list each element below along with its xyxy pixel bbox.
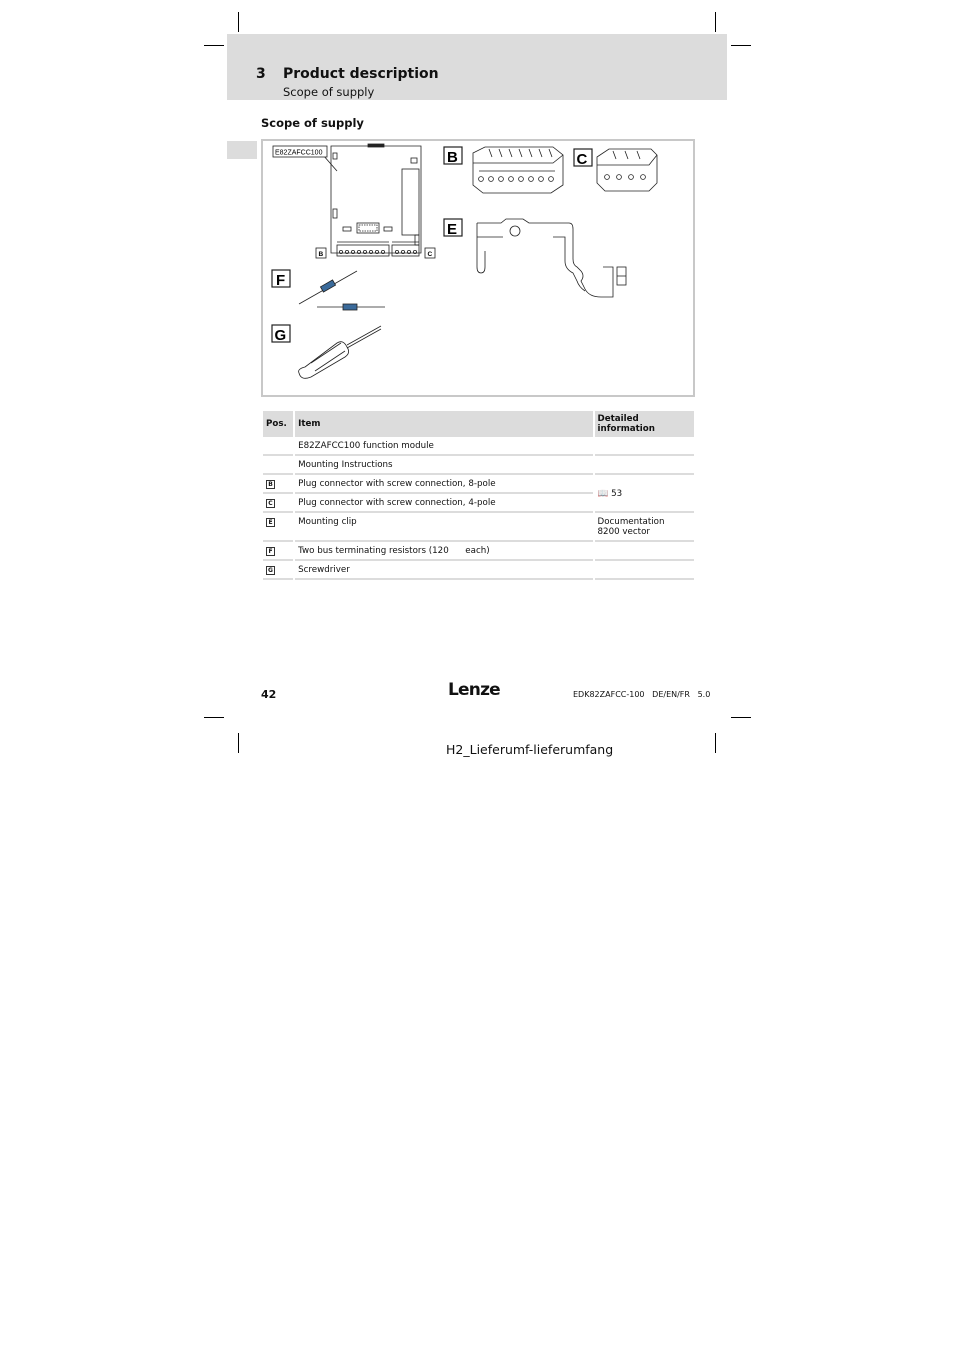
table-row — [263, 515, 694, 542]
document-code: EDK82ZAFCC-100 DE/EN/FR 5.0 — [573, 690, 711, 699]
table-row — [263, 477, 694, 494]
pos-badge: E — [266, 518, 275, 527]
crop-mark — [204, 45, 224, 46]
page-number: 42 — [261, 688, 277, 701]
pos-cell — [263, 458, 293, 475]
file-name: H2_Lieferumf-lieferumfang — [446, 742, 614, 757]
mounting-clip-drawing — [477, 219, 626, 297]
scope-of-supply-figure — [261, 139, 695, 397]
crop-mark — [238, 733, 239, 753]
item-cell: Plug connector with screw connection, 4-pole — [295, 496, 592, 513]
section-heading: Scope of supply — [261, 116, 364, 130]
scope-of-supply-table — [261, 409, 696, 582]
screwdriver-drawing — [299, 326, 381, 378]
info-cell — [595, 439, 694, 456]
table-header-row — [263, 411, 694, 437]
chapter-subtitle: Scope of supply — [283, 85, 375, 99]
info-line: Documentation — [597, 517, 665, 527]
crop-mark — [238, 12, 239, 32]
header-pos: Pos. — [263, 411, 293, 437]
lenze-logo: Lenze — [448, 680, 500, 700]
pos-badge: G — [266, 566, 275, 575]
pos-badge: B — [266, 480, 275, 489]
pos-badge: F — [266, 547, 275, 556]
table-row — [263, 439, 694, 456]
pos-cell — [263, 563, 293, 580]
callout-f: F — [276, 272, 286, 289]
pos-cell — [263, 477, 293, 494]
info-line: 8200 vector — [597, 527, 650, 537]
module-label: E82ZAFCC100 — [275, 149, 323, 157]
callout-b: B — [447, 149, 458, 166]
pos-badge: C — [266, 499, 275, 508]
item-cell: Plug connector with screw connection, 8-pole — [295, 477, 592, 494]
function-module-drawing — [323, 144, 421, 256]
chapter-title: Product description — [283, 66, 439, 82]
callout-g: G — [274, 327, 287, 344]
item-cell: Mounting Instructions — [295, 458, 592, 475]
side-tab-marker — [227, 141, 257, 159]
connector-8-pole-drawing — [473, 147, 563, 193]
item-cell: Two bus terminating resistors (120 each) — [295, 544, 592, 561]
crop-mark — [731, 717, 751, 718]
info-cell — [595, 515, 694, 542]
info-cell — [595, 544, 694, 561]
crop-mark — [715, 733, 716, 753]
info-cell — [595, 477, 694, 513]
header-info: Detailed information — [595, 411, 694, 437]
product-illustration — [263, 141, 693, 395]
callout-c: C — [576, 151, 588, 168]
pos-cell — [263, 544, 293, 561]
pos-cell — [263, 496, 293, 513]
item-cell: Screwdriver — [295, 563, 592, 580]
table-row — [263, 458, 694, 475]
callout-e: E — [447, 221, 458, 238]
callout-c-small: C — [427, 251, 433, 258]
info-cell — [595, 458, 694, 475]
callout-b-small: B — [318, 251, 324, 258]
crop-mark — [204, 717, 224, 718]
terminating-resistors-drawing — [299, 271, 385, 310]
connector-4-pole-drawing — [597, 149, 657, 191]
header-item: Item — [295, 411, 592, 437]
pos-cell — [263, 439, 293, 456]
book-icon: 📖 — [597, 488, 609, 499]
page-reference: 53 — [611, 488, 623, 499]
info-cell — [595, 563, 694, 580]
table-row — [263, 563, 694, 580]
chapter-number: 3 — [256, 66, 266, 82]
item-cell: Mounting clip — [295, 515, 592, 542]
crop-mark — [731, 45, 751, 46]
crop-mark — [715, 12, 716, 32]
item-cell: E82ZAFCC100 function module — [295, 439, 592, 456]
pos-cell — [263, 515, 293, 542]
table-row — [263, 544, 694, 561]
